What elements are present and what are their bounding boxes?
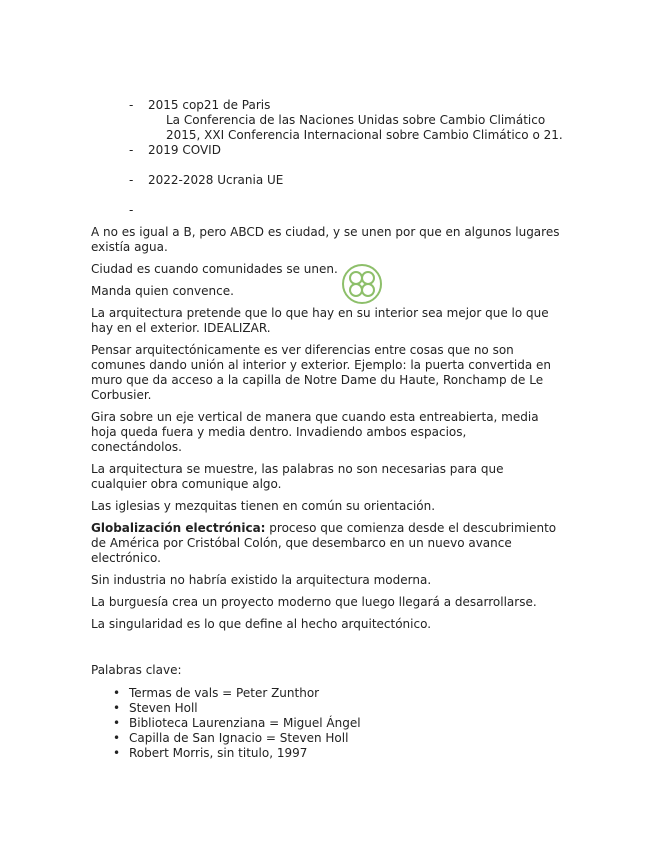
paragraph: Manda quien convence. — [91, 284, 234, 298]
list-item: • Robert Morris, sin titulo, 1997 — [91, 746, 561, 761]
timeline-subline: 2015, XXI Conferencia Internacional sobre Cambio Climático o 21. — [166, 128, 563, 142]
paragraph: Ciudad es cuando comunidades se unen. — [91, 262, 338, 276]
timeline-subline: La Conferencia de las Naciones Unidas sobre Cambio Climático — [166, 113, 546, 127]
keywords-list — [91, 686, 561, 761]
timeline-item-empty — [129, 203, 589, 218]
term-definition: proceso que comienza desde el descubrimiento de América por Cristóbal Colón, que desembarco en un nuevo avance electrónico. — [91, 521, 557, 565]
timeline-item-text: 2022-2028 Ucrania UE — [148, 173, 284, 187]
term-label: Globalización electrónica: — [91, 521, 266, 535]
timeline-item-text: 2015 cop21 de Paris — [148, 98, 271, 112]
timeline-item-text — [148, 203, 589, 218]
timeline-item-2015 — [129, 98, 589, 143]
paragraph: La singularidad es lo que define al hecho arquitectónico. — [91, 617, 432, 631]
keywords-title: Palabras clave: — [91, 663, 182, 677]
timeline-item-2019 — [129, 143, 589, 158]
paragraph: La arquitectura pretende que lo que hay en su interior sea mejor que lo que hay en el exterior. IDEALIZAR. — [91, 306, 549, 335]
paragraph: La arquitectura se muestre, las palabras no son necesarias para que cualquier obra comunique algo. — [91, 462, 504, 491]
keywords-section — [91, 663, 561, 761]
dash-marker: - — [129, 173, 134, 187]
list-item: • Termas de vals = Peter Zunthor — [91, 686, 561, 701]
body-text — [91, 225, 561, 639]
paragraph: La burguesía crea un proyecto moderno que luego llegará a desarrollarse. — [91, 595, 537, 609]
list-item: • Capilla de San Ignacio = Steven Holl — [91, 731, 561, 746]
paragraph: Pensar arquitectónicamente es ver diferencias entre cosas que no son comunes dando unión al interior y exterior. Ejemplo: la puerta convertida en muro que da acceso a la capilla de Notre Dame du Haute, Ronchamp de Le Corbusier. — [91, 343, 552, 402]
timeline-item-text: 2019 COVID — [148, 143, 221, 157]
paragraph-globalizacion — [91, 521, 561, 566]
paragraph: Las iglesias y mezquitas tienen en común su orientación. — [91, 499, 436, 513]
paragraph: Gira sobre un eje vertical de manera que cuando esta entreabierta, media hoja queda fuera y media dentro. Invadiendo ambos espacios, conectándolos. — [91, 410, 539, 454]
paragraph: A no es igual a B, pero ABCD es ciudad, y se unen por que en algunos lugares existía agua. — [91, 225, 560, 254]
list-item: • Biblioteca Laurenziana = Miguel Ángel — [91, 716, 561, 731]
dash-marker: - — [129, 203, 134, 217]
list-item: • Steven Holl — [91, 701, 561, 716]
four-circles-emblem-icon — [340, 264, 384, 304]
timeline-list — [129, 98, 589, 218]
timeline-item-2022 — [129, 173, 589, 188]
dash-marker: - — [129, 98, 134, 112]
paragraph: Sin industria no habría existido la arquitectura moderna. — [91, 573, 432, 587]
dash-marker: - — [129, 143, 134, 157]
